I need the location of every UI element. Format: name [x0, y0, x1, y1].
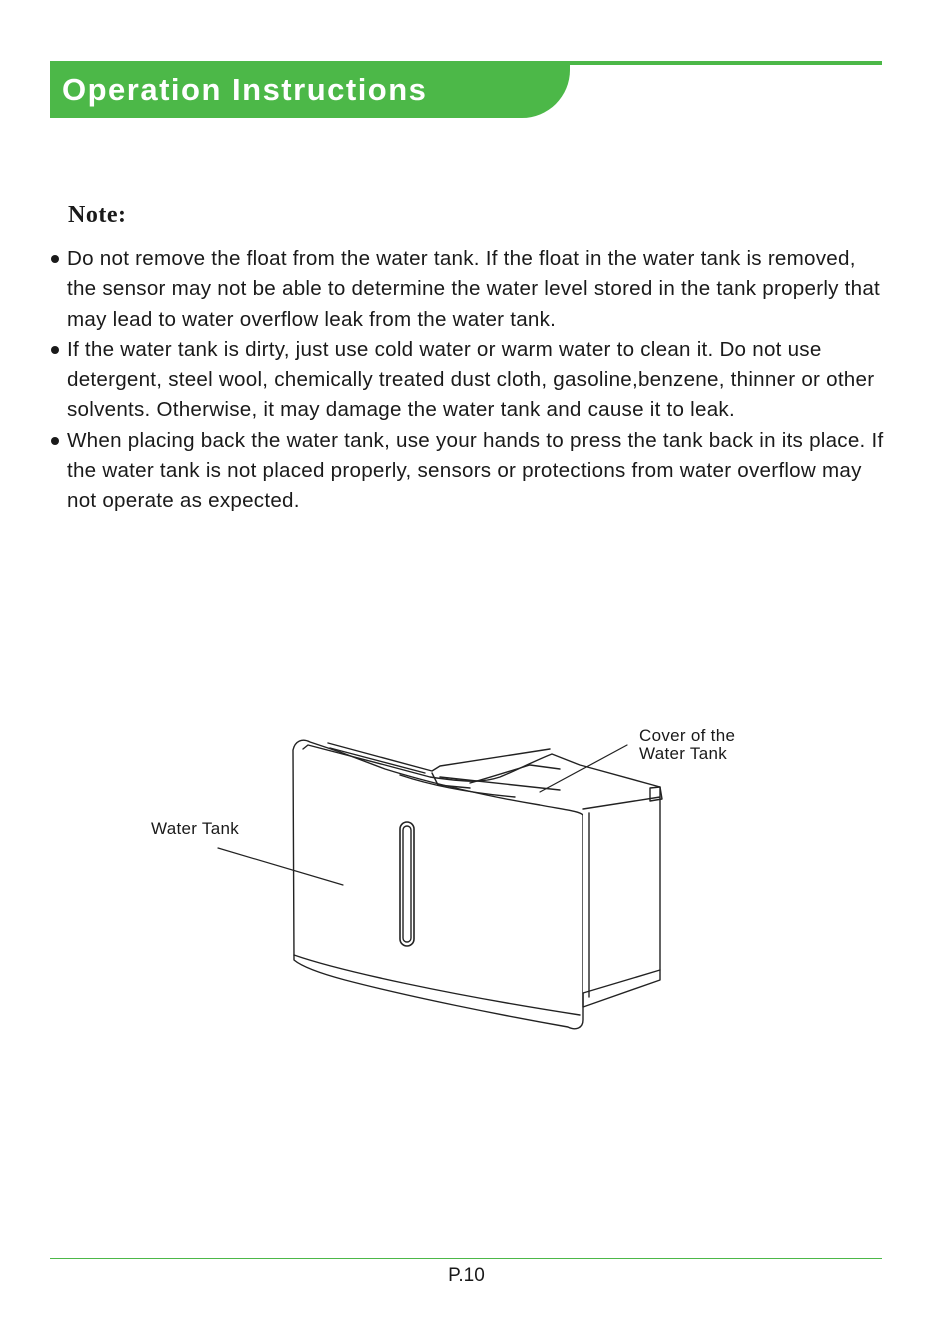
- note-item: [50, 426, 890, 517]
- cover-label: [639, 727, 769, 763]
- bullet-icon: [51, 255, 59, 263]
- note-item-text: If the water tank is dirty, just use cold water or warm water to clean it. Do not use detergent, steel wool, chemically treated dust cloth, gasoline,benzene, thinner or other solvents. Otherwise, it may damage the water tank and cause it to leak.: [67, 337, 875, 422]
- water-tank-illustration: [140, 725, 760, 1045]
- page-title: Operation Instructions: [62, 72, 428, 107]
- page-number: P.10: [448, 1265, 485, 1286]
- bullet-icon: [51, 346, 59, 354]
- bullet-icon: [51, 437, 59, 445]
- footer-rule: [50, 1258, 882, 1259]
- water-tank-label: Water Tank: [151, 819, 240, 838]
- note-list: [50, 244, 890, 517]
- note-item: [50, 244, 890, 335]
- note-item-text: When placing back the water tank, use your hands to press the tank back in its place. If the water tank is not placed properly, sensors or protections from water overflow may not operate as expected.: [67, 428, 884, 513]
- note-heading: Note:: [68, 202, 127, 228]
- cover-label-line2: Water Tank: [639, 744, 728, 763]
- note-item: [50, 335, 890, 426]
- cover-label-line1: Cover of the: [639, 726, 736, 745]
- note-item-text: Do not remove the float from the water tank. If the float in the water tank is removed, the sensor may not be able to determine the water level stored in the tank properly that may lead to water overflow leak from the water tank.: [67, 247, 881, 331]
